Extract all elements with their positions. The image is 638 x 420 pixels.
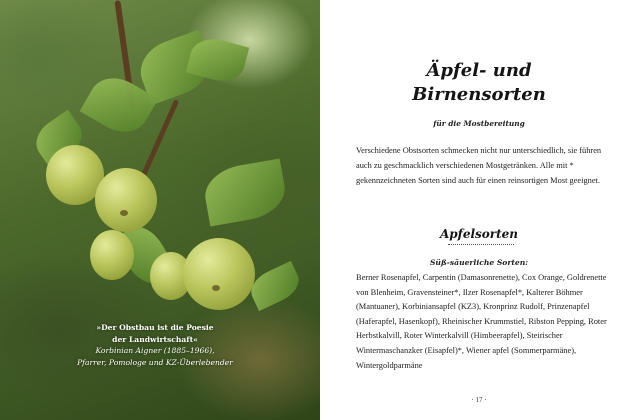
- text-page: [320, 0, 638, 420]
- caption-role: Pfarrer, Pomologe und KZ-Überlebender: [77, 357, 233, 367]
- caption-quote-line1: »Der Obstbau ist die Poesie: [96, 323, 214, 332]
- intro-paragraph: Verschiedene Obstsorten schmecken nicht nur unterschiedlich, sie führen auch zu geschmacklich verschiedenen Mostgetränken. Alle mit * gekennzeichneten Sorten sind auch für einen reinsortigen Most geeignet.: [356, 146, 602, 185]
- page-number: · 17 ·: [471, 396, 487, 404]
- caption-author: Korbinian Aigner (1885–1966),: [95, 346, 215, 356]
- page-title-line2: Birnensorten: [412, 84, 546, 105]
- section-title: Apfelsorten: [439, 227, 519, 241]
- photo-caption: [60, 322, 250, 368]
- pear-blemish: [120, 210, 128, 216]
- subsection-title: Süß-säuerliche Sorten:: [429, 258, 529, 267]
- variety-list: Berner Rosenapfel, Carpentin (Damasonrenette), Cox Orange, Goldrenette von Blenheim, Gravensteiner*, Ilzer Rosenapfel*, Kalterer Böhmer (Mantuaner), Korbiniansapfel (KZ3), Kronprinz Rudolf, Prinzenapfel (Haferapfel, Hasenkopf), Rheinischer Krummstiel, Ribston Pepping, Roter Herbstkalvill, Roter Winterkalvill (Himbeerapfel), Steirischer Wintermaschanzker (Eisapfel)*, Wiener apfel (Sommerparmäne), Wintergoldparmäne: [356, 273, 607, 370]
- pear: [183, 238, 255, 310]
- caption-quote-line2: der Landwirtschaft«: [112, 334, 198, 344]
- pear: [95, 168, 157, 232]
- section-divider: [448, 244, 514, 245]
- leaf: [201, 158, 289, 226]
- pear: [90, 230, 134, 280]
- pear-blemish: [212, 285, 220, 291]
- page-subtitle: für die Mostbereitung: [433, 119, 525, 128]
- page-title-line1: Äpfel- und: [426, 60, 532, 81]
